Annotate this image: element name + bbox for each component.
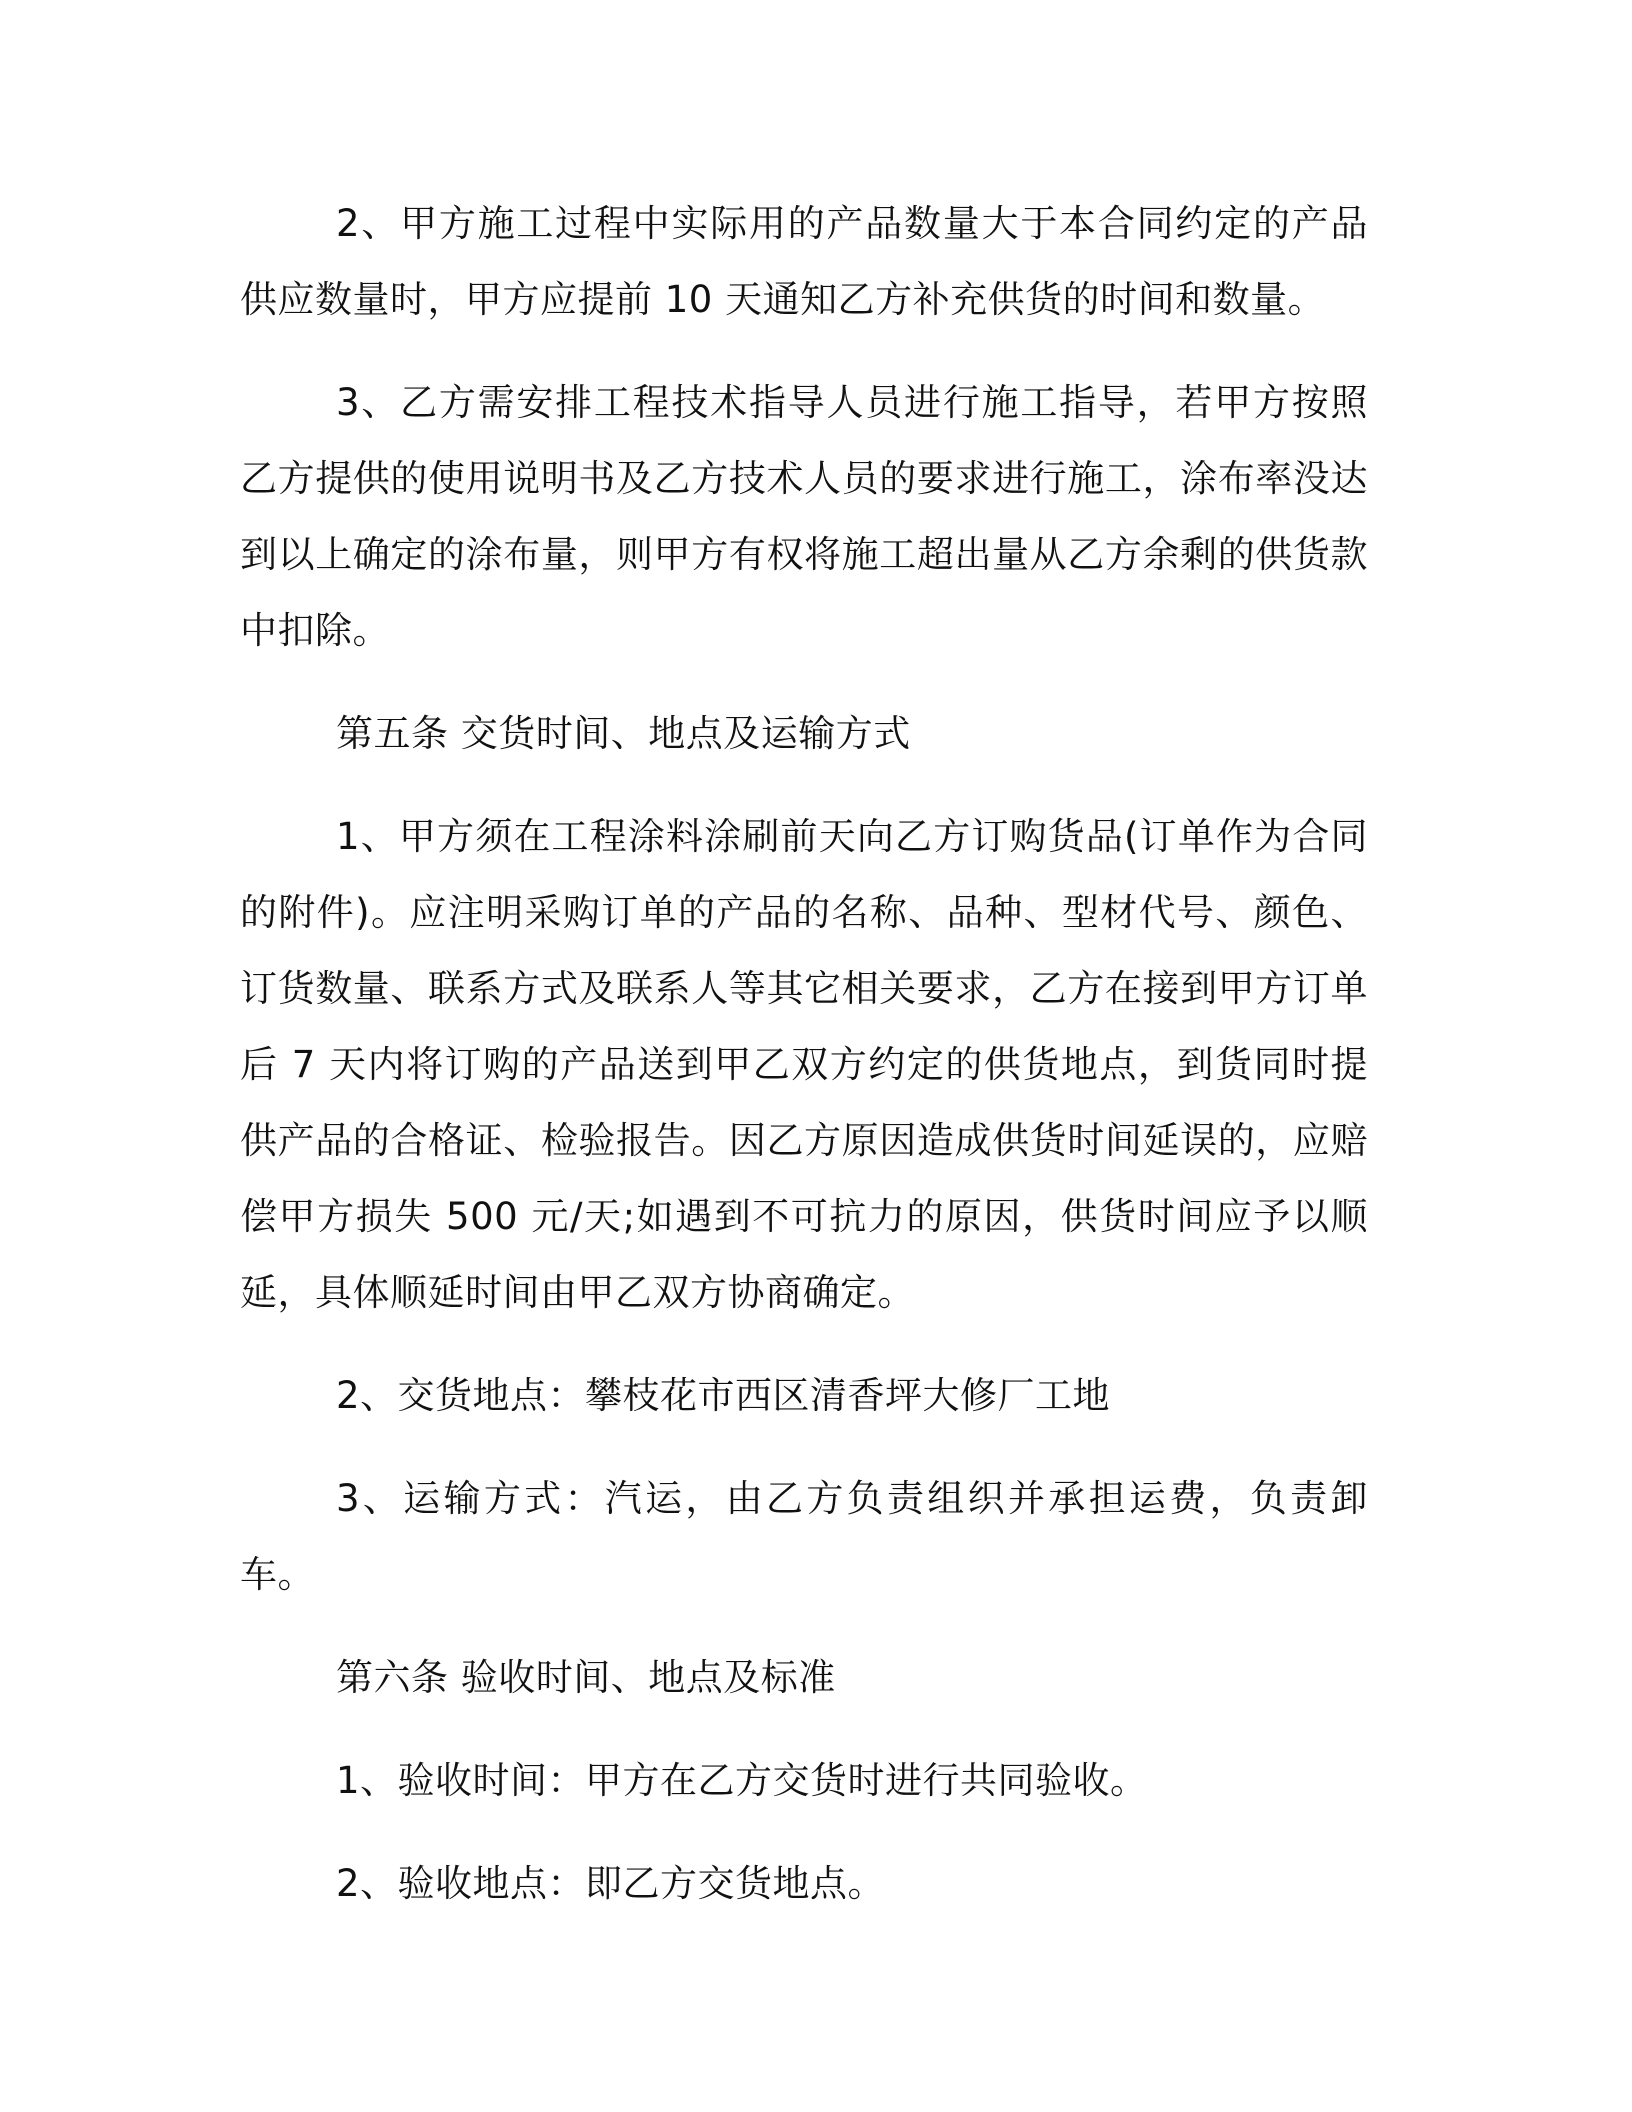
section-heading-article-6: 第六条 验收时间、地点及标准 bbox=[336, 1656, 836, 1699]
paragraph-transport-method: 3、运输方式：汽运，由乙方负责组织并承担运费，负责卸车。 bbox=[240, 1477, 1368, 1596]
paragraph-technical-guidance: 3、乙方需安排工程技术指导人员进行施工指导，若甲方按照乙方提供的使用说明书及乙方技术人员的要求进行施工，涂布率没达到以上确定的涂布量，则甲方有权将施工超出量从乙方余剩的供货款中扣除。 bbox=[240, 381, 1368, 652]
document-body bbox=[240, 186, 1368, 1949]
paragraph-order-delivery: 1、甲方须在工程涂料涂刷前天向乙方订购货品(订单作为合同的附件)。应注明采购订单的产品的名称、品种、型材代号、颜色、订货数量、联系方式及联系人等其它相关要求，乙方在接到甲方订单后 7 天内将订购的产品送到甲乙双方约定的供货地点，到货同时提供产品的合格证、检验报告。因乙方原因造成供货时间延误的，应赔偿甲方损失 500 元/天;如遇到不可抗力的原因，供货时间应予以顺延，具体顺延时间由甲乙双方协商确定。 bbox=[240, 815, 1368, 1314]
paragraph-acceptance-time: 1、验收时间：甲方在乙方交货时进行共同验收。 bbox=[336, 1759, 1148, 1802]
section-heading-article-5: 第五条 交货时间、地点及运输方式 bbox=[336, 712, 911, 755]
paragraph-delivery-location: 2、交货地点：攀枝花市西区清香坪大修厂工地 bbox=[336, 1374, 1111, 1417]
paragraph-acceptance-location: 2、验收地点：即乙方交货地点。 bbox=[336, 1862, 886, 1905]
paragraph-supply-quantity: 2、甲方施工过程中实际用的产品数量大于本合同约定的产品供应数量时，甲方应提前 10 天通知乙方补充供货的时间和数量。 bbox=[240, 202, 1368, 321]
